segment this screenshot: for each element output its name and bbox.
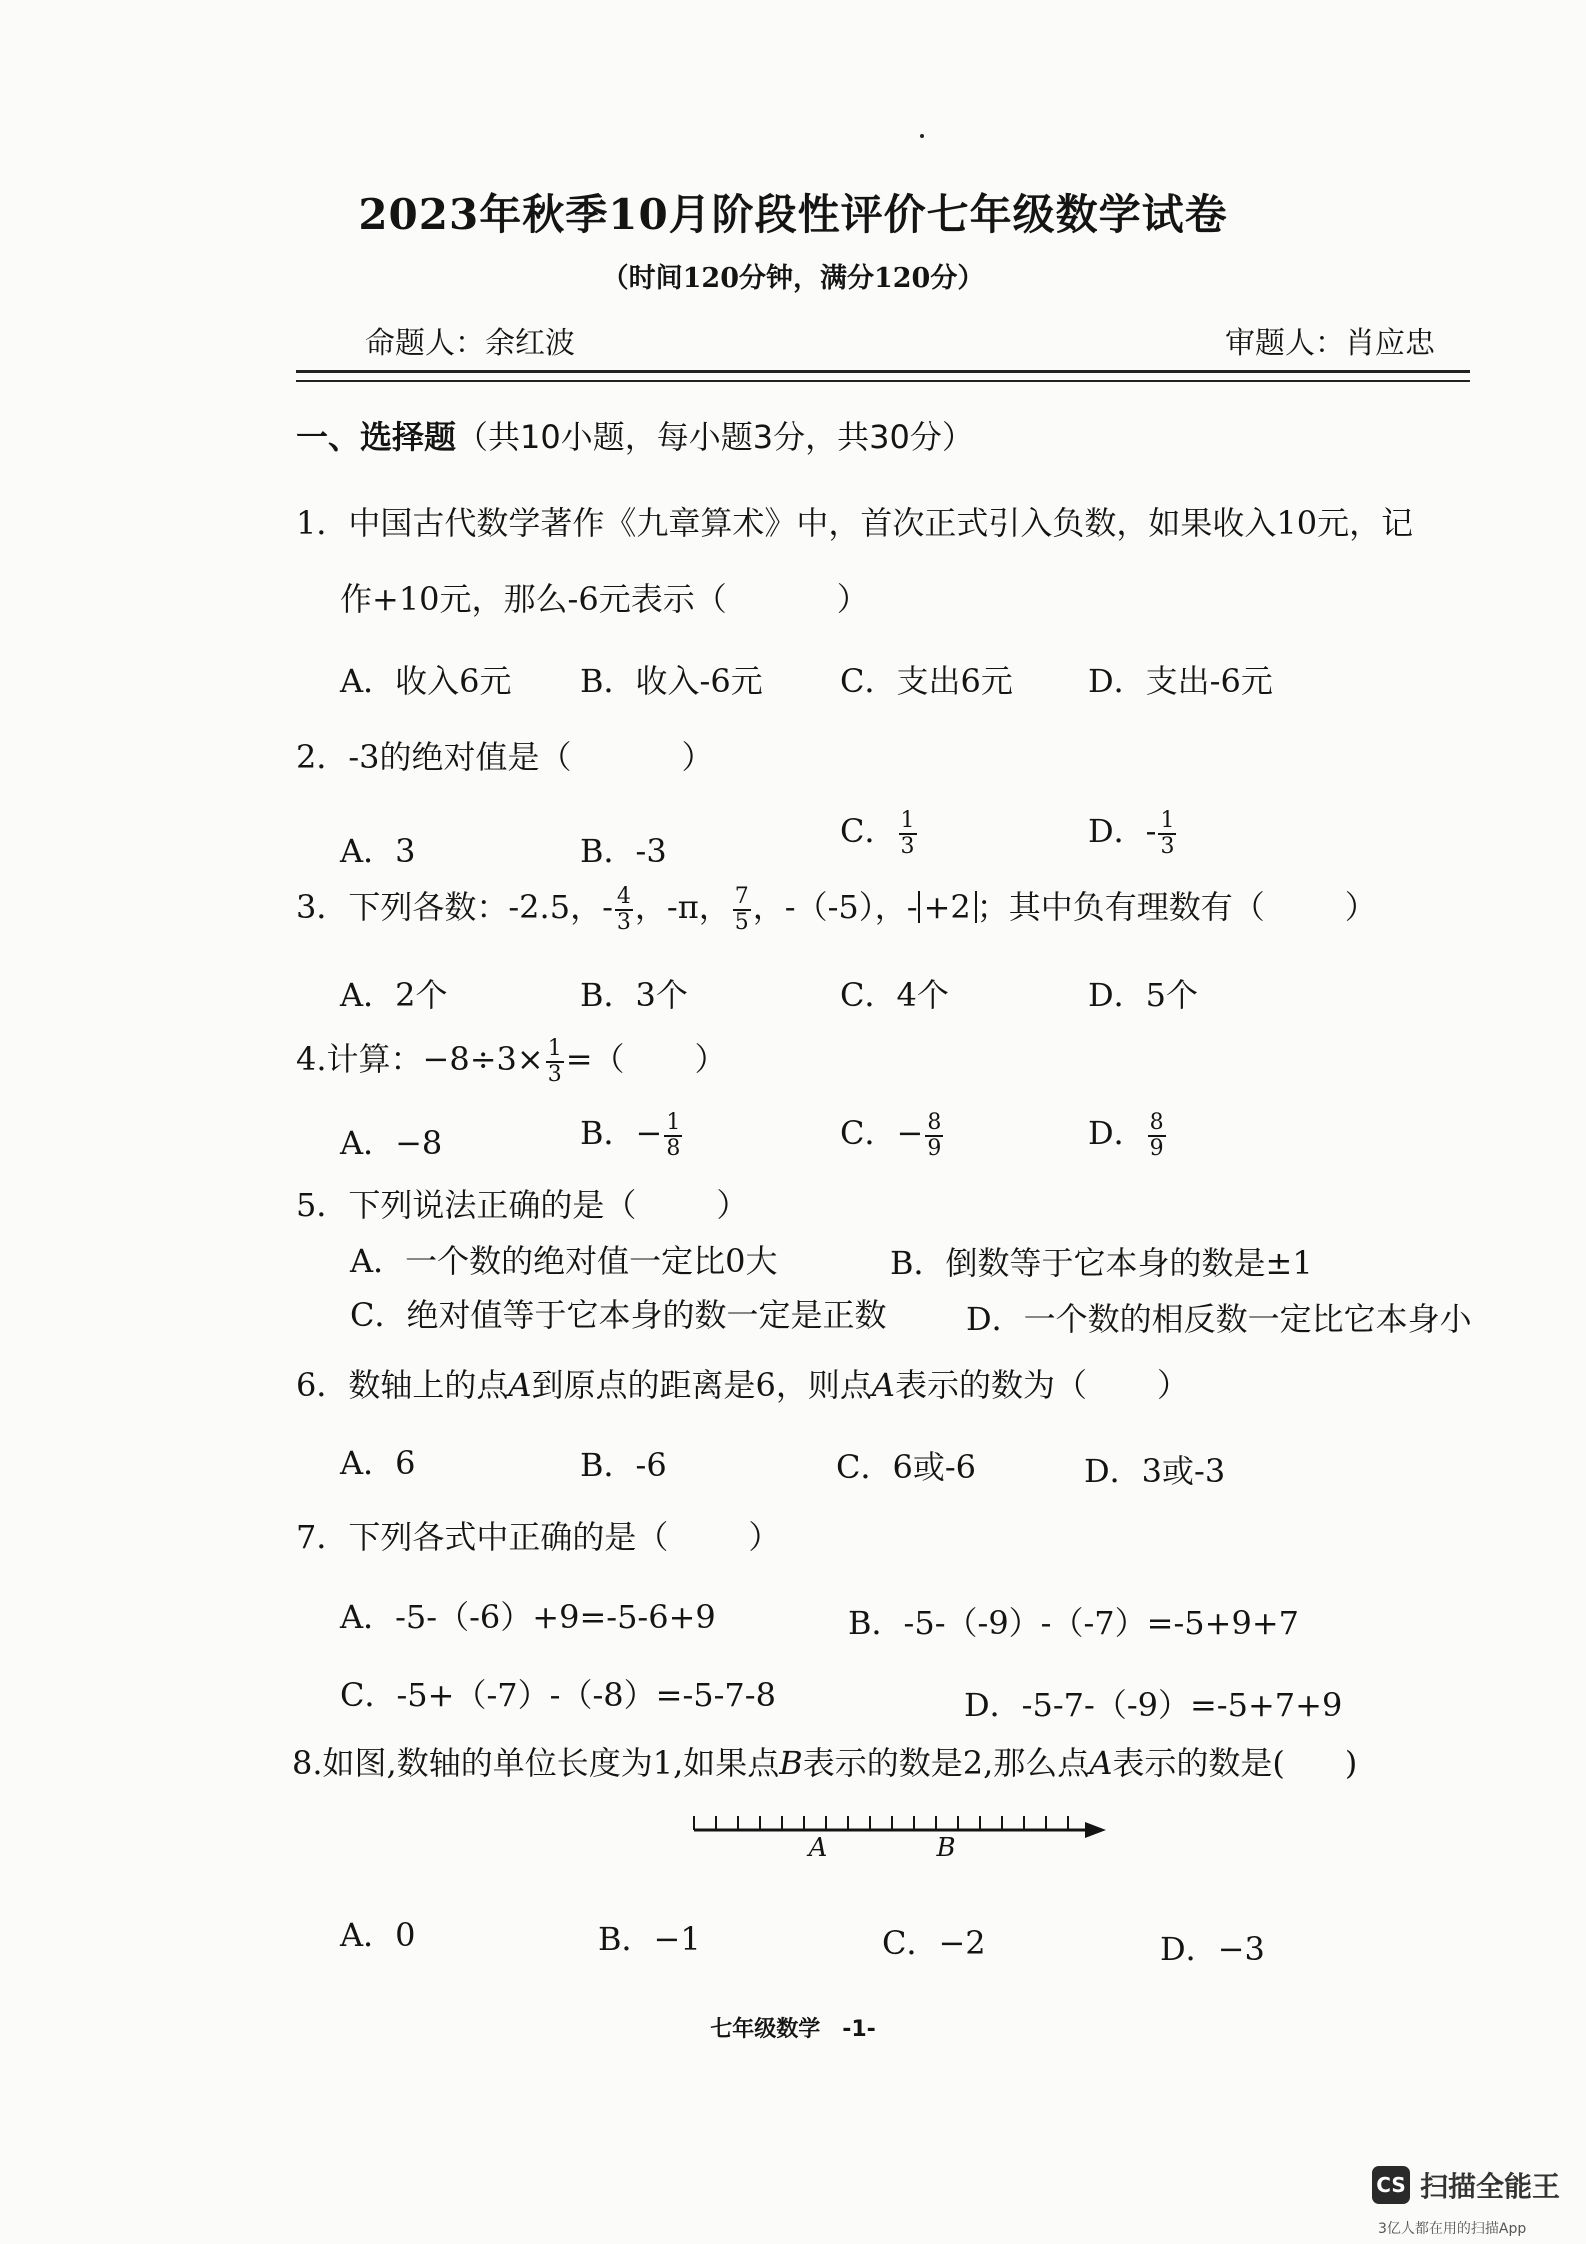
q8-option-c: C．−2 [882, 1924, 986, 1962]
q3-option-b: B．3个 [580, 976, 688, 1014]
q3-fraction-4-3 [615, 885, 633, 933]
section-desc: （共10小题，每小题3分，共30分） [456, 418, 974, 456]
q1-option-b: B．收入-6元 [580, 662, 763, 700]
q3-fraction-7-5 [733, 885, 751, 933]
q2-option-d-fraction [1158, 809, 1176, 857]
q8-stem [292, 1738, 1357, 1784]
q7-text: 7．下列各式中正确的是（ [296, 1518, 669, 1556]
q4-option-b-prefix: B．− [580, 1114, 663, 1152]
q8-part3: 表示的数是( [1112, 1744, 1285, 1782]
q6-point-a-var-2: A [871, 1366, 895, 1404]
fraction-numerator: 1 [900, 808, 915, 834]
q5-option-b: B．倒数等于它本身的数是±1 [890, 1244, 1313, 1282]
fraction-denominator: 8 [666, 1135, 681, 1161]
q4-option-d-fraction [1148, 1111, 1166, 1159]
q5-option-c: C．绝对值等于它本身的数一定是正数 [350, 1296, 887, 1334]
q5-option-d: D．一个数的相反数一定比它本身小 [966, 1300, 1472, 1338]
q3-option-c: C．4个 [840, 976, 949, 1014]
q6-option-d: D．3或-3 [1084, 1452, 1226, 1490]
q2-option-c-prefix: C． [840, 812, 897, 850]
q3-close: ） [1344, 888, 1377, 926]
q3-part1: 3．下列各数：-2.5，- [296, 888, 613, 926]
q4-option-a: A．−8 [340, 1124, 443, 1162]
q2-option-c-fraction [899, 809, 917, 857]
scanner-tagline: 3亿人都在用的扫描App [1378, 2221, 1527, 2237]
author-left: 命题人：余红波 [365, 326, 575, 361]
q6-option-b: B．-6 [580, 1446, 667, 1484]
q2-option-d-prefix: D．- [1088, 812, 1157, 850]
q7-option-c: C．-5+（-7）-（-8）=-5-7-8 [340, 1676, 776, 1714]
q2-stem [296, 732, 714, 778]
q7-option-d: D．-5-7-（-9）=-5+7+9 [964, 1686, 1343, 1724]
q8-part2: 表示的数是2,那么点 [802, 1744, 1090, 1782]
q4-option-c-fraction [925, 1111, 943, 1159]
q2-option-c [840, 806, 919, 858]
fraction-denominator: 5 [734, 909, 749, 935]
q7-close: ） [748, 1518, 781, 1556]
q5-close: ） [716, 1186, 749, 1224]
q3-option-d: D．5个 [1088, 976, 1199, 1014]
fraction-numerator: 1 [547, 1036, 562, 1062]
header-rule-thin [296, 380, 1470, 382]
q2-option-b: B．-3 [580, 832, 667, 870]
fraction-numerator: 7 [734, 884, 749, 910]
q3-part3: ，-（-5），- [752, 888, 918, 926]
q6-point-a-var: A [508, 1366, 532, 1404]
q3-stem [296, 882, 1377, 934]
q1-line1: 1．中国古代数学著作《九章算术》中，首次正式引入负数，如果收入10元，记 [296, 504, 1414, 542]
q6-close: ） [1156, 1366, 1189, 1404]
author-right: 审题人：肖应忠 [1225, 326, 1435, 361]
q6-part2: 到原点的距离是6，则点 [531, 1366, 872, 1404]
fraction-denominator: 3 [900, 833, 915, 859]
header-rule-thick [296, 370, 1470, 373]
q7-option-a: A．-5-（-6）+9=-5-6+9 [340, 1598, 716, 1636]
fraction-denominator: 3 [616, 909, 631, 935]
q1-option-a: A．收入6元 [340, 662, 512, 700]
q4-option-d [1088, 1108, 1168, 1160]
number-line-ticks [694, 1816, 1068, 1830]
q4-option-b-fraction [664, 1111, 682, 1159]
scanner-app-name: 扫描全能王 [1420, 2170, 1561, 2203]
q2-option-d [1088, 806, 1178, 858]
q8-close: ) [1344, 1744, 1358, 1782]
fraction-numerator: 1 [666, 1110, 681, 1136]
scanner-logo-icon: CS [1372, 2166, 1410, 2204]
exam-subtitle: （时间120分钟，满分120分） [601, 263, 985, 294]
q6-stem [296, 1360, 1189, 1406]
fraction-numerator: 4 [616, 884, 631, 910]
q2-option-a: A．3 [340, 832, 416, 870]
q3-part2: ，-π， [634, 888, 731, 926]
q5-text: 5．下列说法正确的是（ [296, 1186, 637, 1224]
q3-absolute-value: +2 [918, 891, 977, 923]
number-line-figure [690, 1792, 1110, 1862]
q5-option-a: A．一个数的绝对值一定比0大 [350, 1242, 778, 1280]
q4-part2: =（ [565, 1040, 625, 1078]
q4-option-c [840, 1108, 945, 1160]
q1-close: ） [836, 580, 869, 618]
q6-part1: 6．数轴上的点 [296, 1366, 509, 1404]
exam-title: 2023年秋季10月阶段性评价七年级数学试卷 [358, 190, 1228, 239]
q4-close: ） [694, 1040, 727, 1078]
fraction-denominator: 3 [547, 1061, 562, 1087]
q1-stem: 作+10元，那么-6元表示（ [340, 580, 727, 618]
fraction-numerator: 8 [1149, 1110, 1164, 1136]
scanner-watermark [1372, 2165, 1560, 2205]
q4-option-b [580, 1108, 684, 1160]
q7-option-b: B．-5-（-9）-（-7）=-5+9+7 [848, 1604, 1299, 1642]
fraction-numerator: 8 [927, 1110, 942, 1136]
q2-close: ） [681, 738, 714, 776]
fraction-numerator: 1 [1160, 808, 1175, 834]
q3-part4: ；其中负有理数有（ [976, 888, 1265, 926]
q6-option-c: C．6或-6 [836, 1448, 977, 1486]
q8-point-a-var: A [1089, 1744, 1113, 1782]
q4-stem [296, 1034, 727, 1086]
section-heading [296, 412, 974, 458]
number-line-label-a: A [808, 1833, 828, 1862]
fraction-denominator: 9 [927, 1135, 942, 1161]
q8-option-a: A．0 [340, 1916, 416, 1954]
q8-part1: 8.如图,数轴的单位长度为1,如果点 [292, 1744, 780, 1782]
number-line-label-b: B [936, 1833, 956, 1862]
q6-option-a: A．6 [340, 1444, 416, 1482]
q7-stem [296, 1512, 780, 1558]
q4-option-d-prefix: D． [1088, 1114, 1146, 1152]
q1-line2 [340, 574, 869, 620]
q4-fraction [546, 1037, 564, 1085]
q1-option-d: D．支出-6元 [1088, 662, 1273, 700]
q8-option-b: B．−1 [598, 1920, 701, 1958]
fraction-denominator: 9 [1149, 1135, 1164, 1161]
q6-part3: 表示的数为（ [894, 1366, 1087, 1404]
q8-point-b-var: B [779, 1744, 803, 1782]
q4-option-c-prefix: C．− [840, 1114, 924, 1152]
q3-option-a: A．2个 [340, 976, 448, 1014]
page-footer: 七年级数学 -1- [710, 2017, 876, 2042]
section-label: 一、选择题 [296, 418, 457, 456]
scan-speck [920, 134, 924, 138]
q8-option-d: D．−3 [1160, 1930, 1265, 1968]
number-line-arrow [1085, 1822, 1106, 1838]
fraction-denominator: 3 [1160, 833, 1175, 859]
q1-option-c: C．支出6元 [840, 662, 1013, 700]
q4-part1: 4.计算：−8÷3× [296, 1040, 544, 1078]
q2-text: 2．-3的绝对值是（ [296, 738, 572, 776]
q5-stem [296, 1180, 748, 1226]
